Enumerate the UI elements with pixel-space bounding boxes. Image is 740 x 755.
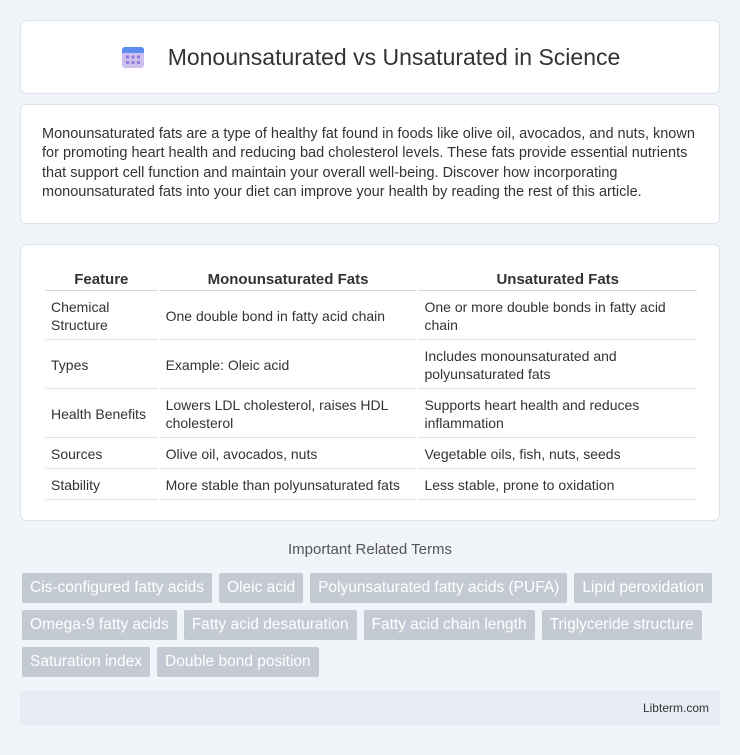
table-row: [45, 391, 697, 438]
table-cell: Olive oil, avocados, nuts: [160, 440, 417, 469]
table-cell: Stability: [45, 471, 158, 500]
table-row: [45, 471, 697, 500]
table-cell: Chemical Structure: [45, 293, 158, 340]
tag-cis-configured-fatty-acids[interactable]: Cis-configured fatty acids: [22, 573, 212, 603]
tag-lipid-peroxidation[interactable]: Lipid peroxidation: [574, 573, 712, 603]
table-row: [45, 440, 697, 469]
table-cell: One or more double bonds in fatty acid chain: [418, 293, 697, 340]
table-cell: More stable than polyunsaturated fats: [160, 471, 417, 500]
tag-oleic-acid[interactable]: Oleic acid: [219, 573, 303, 603]
table-header-row: [45, 269, 697, 291]
comparison-table-card: [20, 244, 720, 521]
table-cell: Types: [45, 342, 158, 389]
table-cell: Lowers LDL cholesterol, raises HDL cholesterol: [160, 391, 417, 438]
table-cell: Includes monounsaturated and polyunsaturated fats: [418, 342, 697, 389]
table-cell: Sources: [45, 440, 158, 469]
tag-saturation-index[interactable]: Saturation index: [22, 647, 150, 677]
table-row: [45, 342, 697, 389]
table-row: [45, 293, 697, 340]
intro-card: [20, 104, 720, 224]
tag-fatty-acid-chain-length[interactable]: Fatty acid chain length: [364, 610, 535, 640]
header-feature: Feature: [45, 269, 158, 291]
header-unsaturated: Unsaturated Fats: [418, 269, 697, 291]
table-cell: Example: Oleic acid: [160, 342, 417, 389]
related-terms-list: [22, 573, 722, 677]
tag-polyunsaturated-fatty-acids[interactable]: Polyunsaturated fatty acids (PUFA): [310, 573, 567, 603]
tag-omega-9-fatty-acids[interactable]: Omega-9 fatty acids: [22, 610, 177, 640]
footer: [20, 691, 720, 725]
related-terms-title: Important Related Terms: [288, 541, 452, 558]
page-title: Monounsaturated vs Unsaturated in Science: [167, 43, 621, 70]
header-monounsaturated: Monounsaturated Fats: [160, 269, 417, 291]
intro-text: Monounsaturated fats are a type of healthy fat found in foods like olive oil, avocados, and nuts, known for promoting heart health and reducing bad cholesterol levels. These fats provide essential nutrients that support cell function and maintain your overall well-being. Discover how incorporating monounsaturated fats into your diet can improve your health by reading the rest of this article.: [42, 126, 695, 200]
table-cell: Vegetable oils, fish, nuts, seeds: [418, 440, 697, 469]
header-card: [20, 20, 720, 94]
table-cell: One double bond in fatty acid chain: [160, 293, 417, 340]
tag-double-bond-position[interactable]: Double bond position: [157, 647, 319, 677]
footer-site-link[interactable]: Libterm.com: [642, 701, 709, 715]
table-cell: Health Benefits: [45, 391, 158, 438]
tag-triglyceride-structure[interactable]: Triglyceride structure: [542, 610, 702, 640]
table-cell: Less stable, prone to oxidation: [418, 471, 697, 500]
comparison-table: [43, 267, 699, 502]
tag-fatty-acid-desaturation[interactable]: Fatty acid desaturation: [184, 610, 357, 640]
calendar-icon: [120, 44, 146, 70]
table-cell: Supports heart health and reduces inflammation: [418, 391, 697, 438]
